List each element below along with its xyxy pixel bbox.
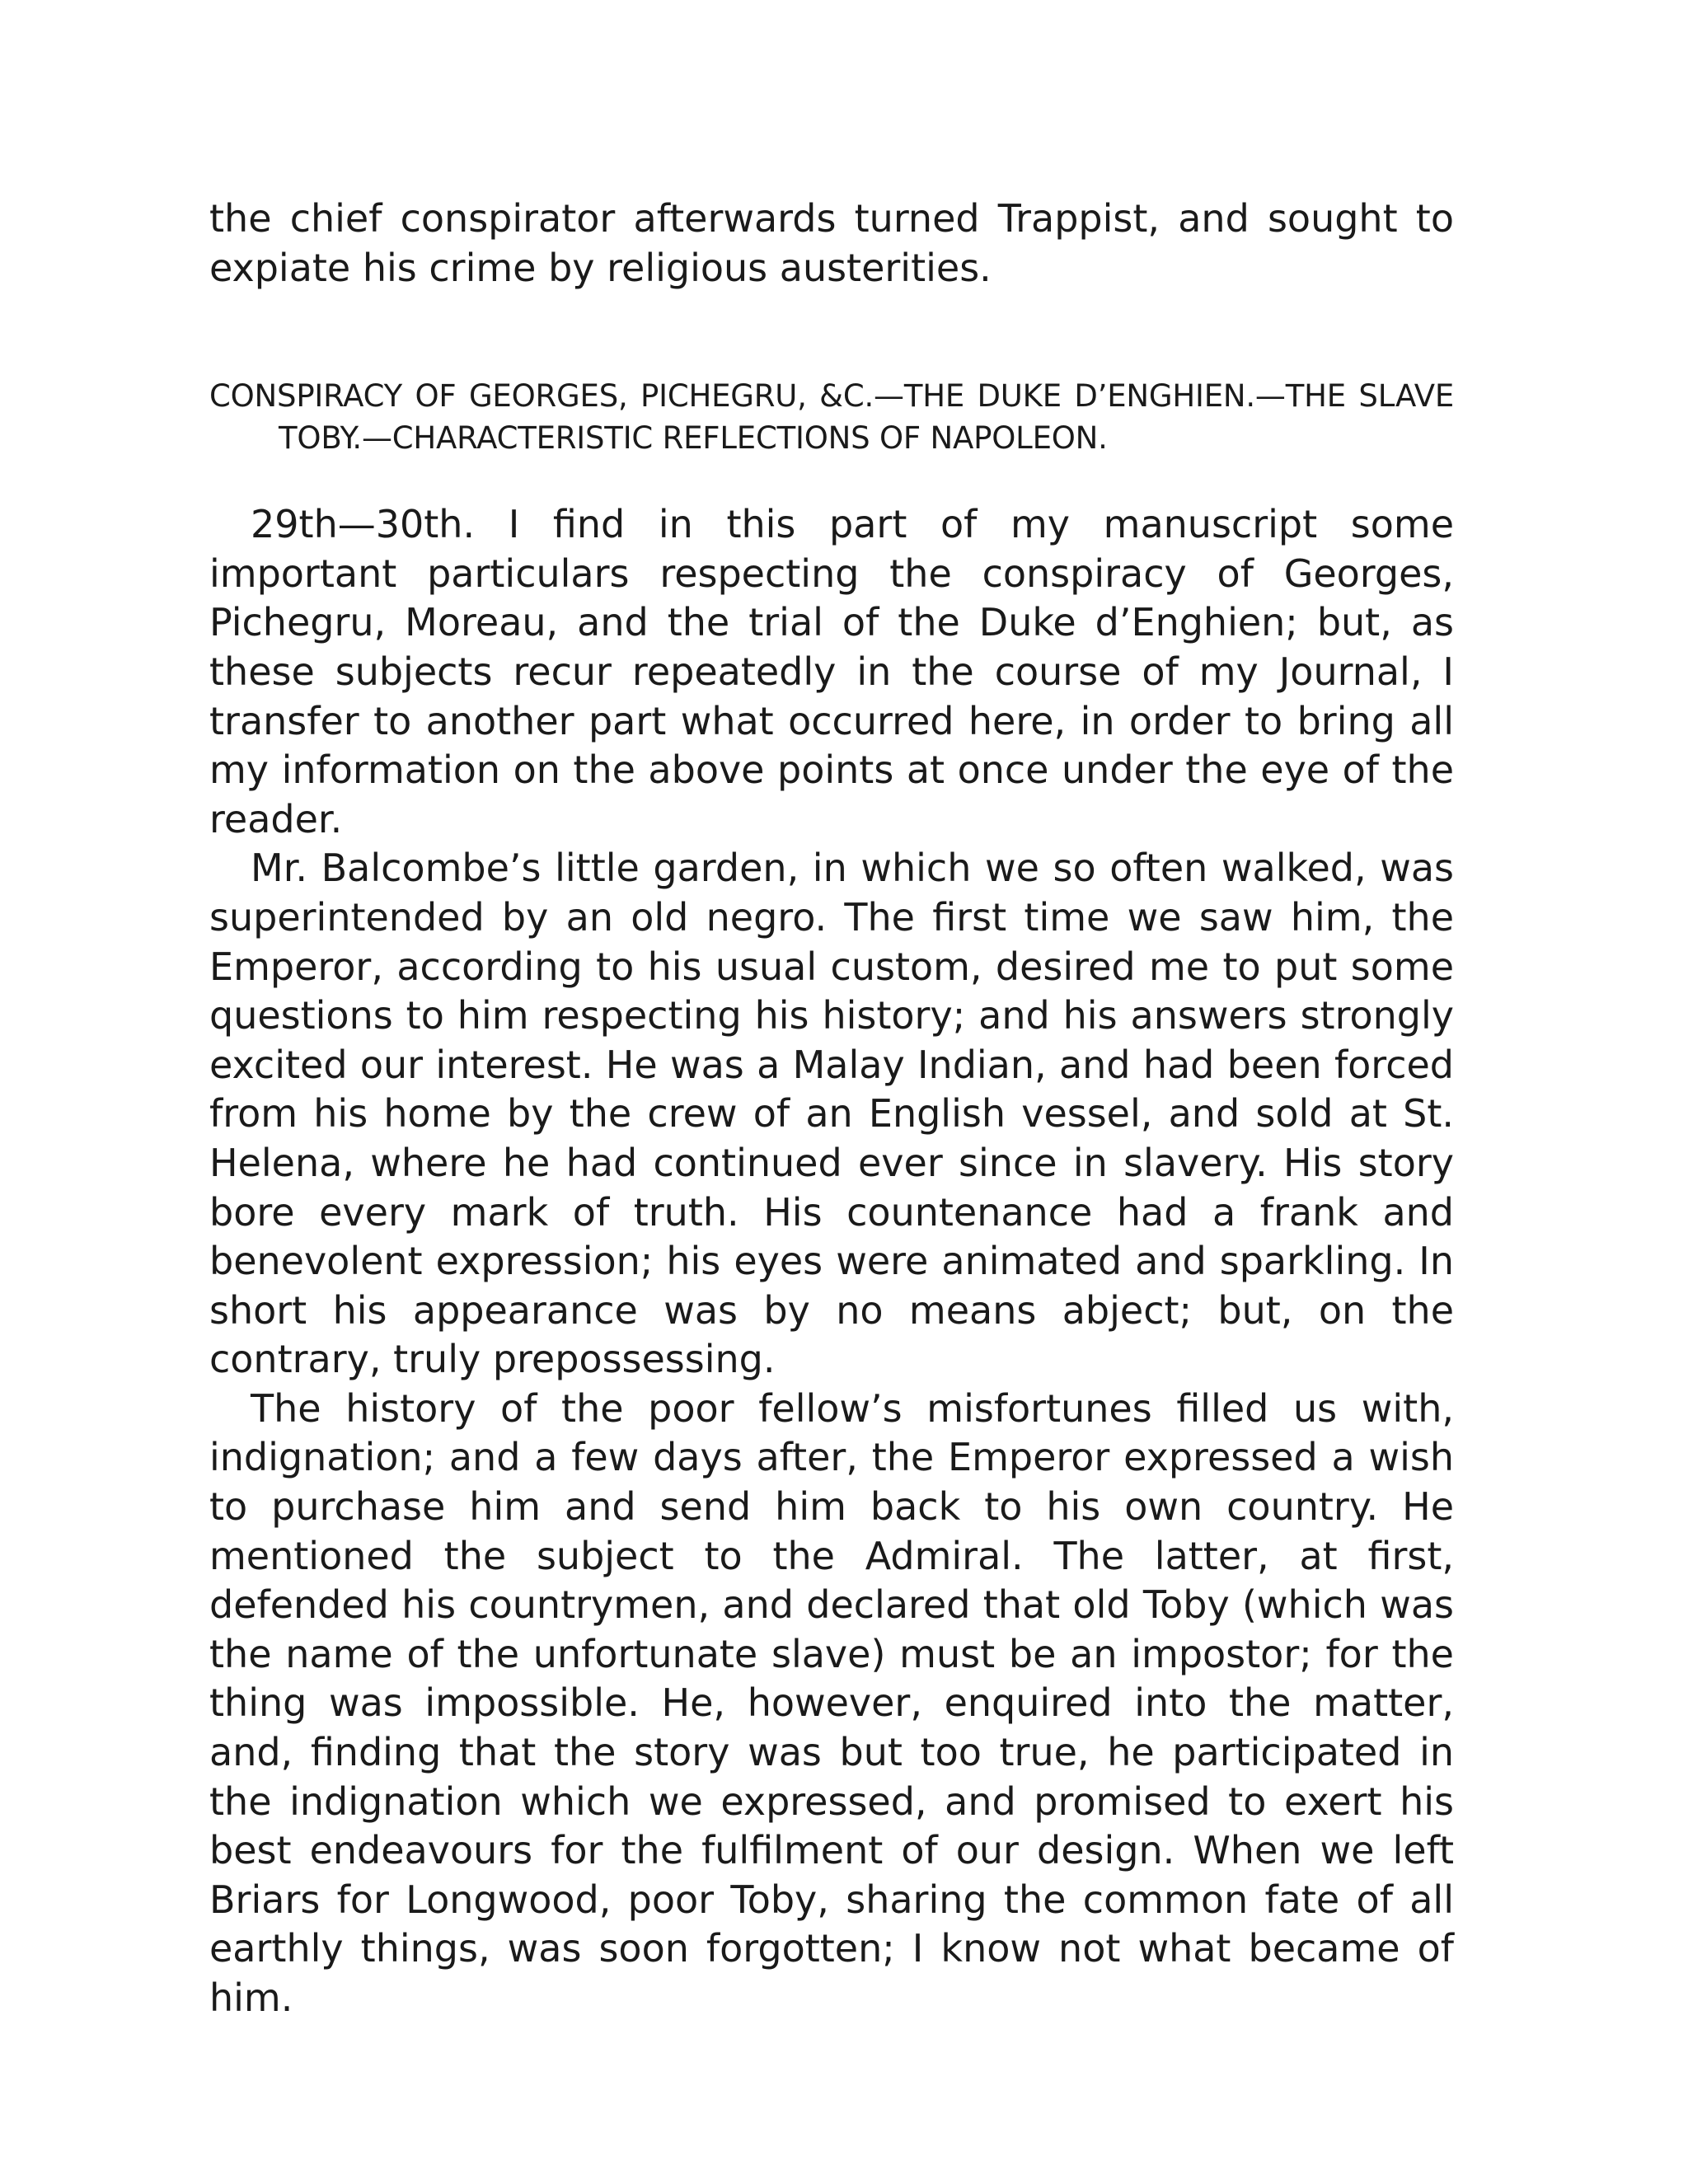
opening-paragraph: the chief conspirator afterwards turned Trappist, and sought to expiate his crime by religious austerities. — [209, 196, 1454, 290]
paragraph-3: The history of the poor fellow’s misfortunes filled us with, indignation; and a few days after, the Emperor expressed a wish to purchase him and send him back to his own country. He mentioned the subject to the Admiral. The latter, at first, defended his countrymen, and declared that old Toby (which was the name of the unfortunate slave) must be an impostor; for the thing was impossible. He, however, enquired into the matter, and, finding that the story was but too true, he participated in the indignation which we expressed, and promised to exert his best endeavours for the fulfilment of our design. When we left Briars for Longwood, poor Toby, sharing the common fate of all earthly things, was soon forgotten; I know not what became of him. — [209, 1385, 1454, 2020]
chapter-heading: CONSPIRACY OF GEORGES, PICHEGRU, &C.—THE DUKE D’ENGHIEN.—THE SLAVE TOBY.—CHARACTERISTIC REFLECTIONS OF NAPOLEON. — [209, 378, 1454, 457]
paragraph-1: 29th—30th. I find in this part of my manuscript some important particulars respecting the conspiracy of Georges, Pichegru, Moreau, and the trial of the Duke d’Enghien; but, as these subjects recur repeatedly in the course of my Journal, I transfer to another part what occurred here, in order to bring all my information on the above points at once under the eye of the reader. — [209, 502, 1454, 841]
paragraph-2: Mr. Balcombe’s little garden, in which we so often walked, was superintended by an old negro. The first time we saw him, the Emperor, according to his usual custom, desired me to put some questions to him respecting his history; and his answers strongly excited our interest. He was a Malay Indian, and had been forced from his home by the crew of an English vessel, and sold at St. Helena, where he had continued ever since in slavery. His story bore every mark of truth. His countenance had a frank and benevolent expression; his eyes were animated and sparkling. In short his appearance was by no means abject; but, on the contrary, truly prepossessing. — [209, 846, 1454, 1382]
document-page — [209, 194, 1454, 2023]
